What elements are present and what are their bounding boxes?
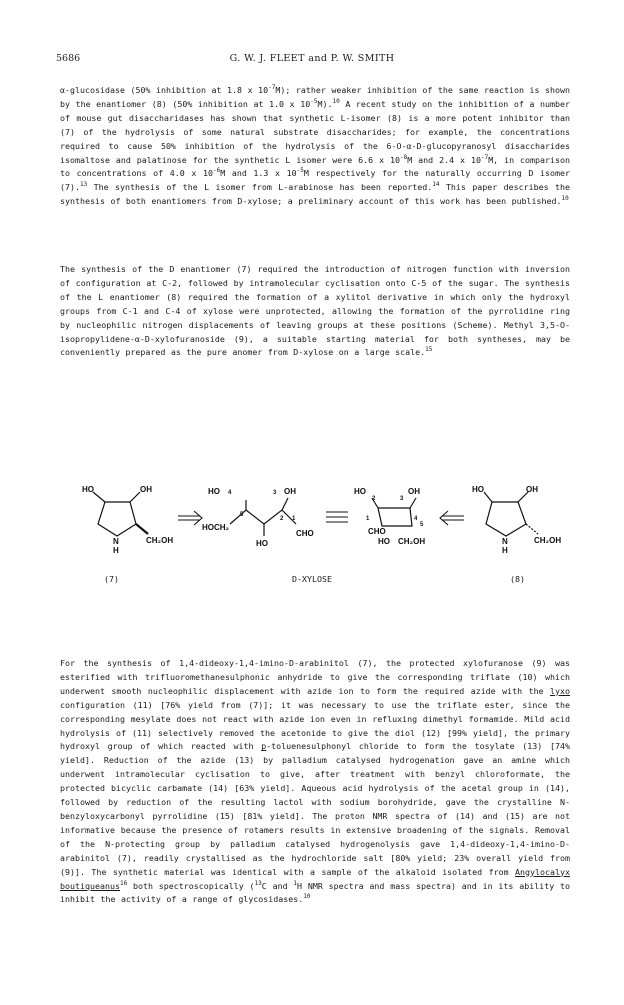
- p3-text: configuration (11) [76% yield from (7)]; it was necessary to use the triflate ester, since the corresponding mesylate does not react with azide ion even in refluxing dimethyl formamide. Mild acid hydrolysis of (11) selectively removed the acetonide to give the diol (12) [99% yield], the primary hydroxyl group of which reacted with: [60, 699, 570, 752]
- exponent: -8: [400, 153, 408, 161]
- running-head-authors: G. W. J. FLEET and P. W. SMITH: [229, 53, 395, 64]
- reference-marker: 16: [119, 879, 128, 887]
- xy-ho2: HO: [256, 539, 268, 548]
- p3-text: For the synthesis of 1,4-dideoxy-1,4-imino-D-arabinitol (7), the protected xylofuranose (9) was esterified with trifluoromethanesulphonic anhydride to give the corresponding triflate (10) which underwent smooth nucleophilic displacement with azide ion to form the required azide with the: [60, 658, 570, 696]
- xy-n5: 5: [240, 512, 244, 518]
- s7-ho: HO: [82, 485, 94, 494]
- xy-n3: 3: [273, 490, 277, 496]
- p1-text: M, in comparison to concentrations of 4.0 x 10: [60, 154, 570, 179]
- isotope-mass: 1: [293, 879, 298, 887]
- p3-text: -toluenesulphonyl chloride to form the tosylate (13) [74% yield]. Reduction of the azide (13) by palladium catalysed hydrogenation gave an amine which underwent intramolecular cyclisation to give, after treatment with benzyl chloroformate, the protected bicyclic carbamate (14) [63% yield]. Aqueous acid hydrolysis of the acetal group in (14), followed by reduction of the resulting lactol with sodium borohydride, gave the crystalline N-benzyloxycarbonyl pyrrolidine (15) [81% yield]. The proton NMR spectra of (14) and (15) are not informative because the presence of rotamers results in extensive broadening of the signals. Removal of the N-protecting group by palladium catalysed hydrogenolysis gave 1,4-dideoxy-1,4-imino-D-arabinitol (7), readily crystallised as the hydrochloride salt [80% yield; 23% overall yield from (9)]. The synthetic material was identical with a sample of the alkaloid isolated from: [60, 741, 570, 877]
- p1-text: M and 1.3 x 10: [220, 168, 297, 179]
- paragraph-1: [60, 84, 570, 209]
- xr-n4: 4: [414, 516, 418, 522]
- xr-ho2: HO: [378, 537, 390, 546]
- p3-text: C and: [261, 880, 294, 891]
- exponent: -7: [480, 153, 489, 161]
- p1-text: α-glucosidase (50% inhibition at 1.8 x 10: [60, 85, 269, 95]
- xr-cho: CHO: [368, 527, 386, 536]
- xr-n1: 1: [366, 516, 370, 522]
- xy-cho: CHO: [296, 529, 314, 538]
- exponent: -6: [212, 167, 221, 175]
- exponent: -5: [310, 97, 318, 105]
- retro-arrow-1: [178, 511, 202, 525]
- xy-oh: OH: [284, 487, 296, 496]
- s8-h: H: [502, 546, 508, 555]
- p1-text: M); rather weaker inhibition of the same reaction is shown by the enantiomer (8) (50% inhibition at 1.0 x 10: [60, 85, 571, 109]
- p2-text: The synthesis of the D enantiomer (7) required the introduction of nitrogen function with inversion of configuration at C-2, followed by intramolecular cyclisation onto C-5 of the sugar. The synthesis of the L enantiomer (8) required the formation of a xylitol derivative in which only the hydroxyl groups from C-1 and C-4 of xylose were unprotected, allowing the formation of the pyrrolidine ring by nucleophilic nitrogen displacements of leaving groups at these positions (Scheme). Methyl 3,5-O-isopropylidene-α-D-xylofuranoside (9), a suitable starting material for both syntheses, may be conveniently prepared as the pure anomer from D-xylose on a large scale.: [60, 264, 570, 358]
- xr-n3: 3: [400, 496, 404, 502]
- para-prefix: p: [261, 741, 267, 752]
- exponent: -5: [296, 167, 304, 175]
- reference-marker: 10: [561, 195, 569, 203]
- species-name: Angylocalyx boutiqueanus: [60, 866, 570, 891]
- reference-marker: 10: [332, 97, 340, 105]
- equivalence-sign: [326, 512, 348, 522]
- lyxo-term: lyxo: [550, 685, 570, 696]
- exponent: -7: [268, 84, 276, 91]
- xy-ho: HO: [208, 487, 220, 496]
- xy-n1: 1: [292, 516, 296, 522]
- s7-n: N: [113, 537, 119, 546]
- label-compound-8: (8): [510, 574, 525, 584]
- paragraph-2: [60, 263, 570, 360]
- p1-text: M).: [317, 98, 333, 109]
- p1-text: M and 2.4 x 10: [407, 154, 481, 165]
- p3-text: H NMR spectra and mass spectra) and in its ability to inhibit the activity of a range of glycosidases.: [60, 880, 570, 905]
- reference-marker: 10: [303, 893, 311, 901]
- xy-n4: 4: [228, 490, 232, 496]
- p1-text: The synthesis of the L isomer from L-arabinose has been reported.: [87, 182, 433, 193]
- label-d-xylose: D-XYLOSE: [292, 574, 332, 584]
- paragraph-3: [60, 657, 570, 907]
- isotope-mass: 13: [254, 879, 262, 887]
- p3-text: both spectroscopically (: [127, 880, 255, 891]
- page-number: 5686: [56, 53, 81, 64]
- s8-n: N: [502, 537, 508, 546]
- xy-n2: 2: [280, 516, 284, 522]
- reference-marker: 14: [432, 181, 440, 189]
- xy-hoch2: HOCH₂: [202, 523, 230, 532]
- retro-arrow-2: [440, 511, 464, 525]
- p1-text: M respectively for the naturally occurring D isomer (7).: [60, 168, 571, 193]
- structure-7: [93, 492, 148, 536]
- structure-8: [484, 492, 538, 536]
- xr-n2: 2: [372, 496, 376, 502]
- xr-oh: OH: [408, 487, 420, 496]
- reference-marker: 15: [425, 346, 433, 354]
- reference-marker: 13: [79, 181, 88, 189]
- xylose-rotated: [372, 498, 416, 526]
- s7-oh: OH: [140, 485, 152, 494]
- xr-n5: 5: [420, 522, 424, 528]
- xr-ho: HO: [354, 487, 366, 496]
- p1-text: This paper describes the synthesis of both enantiomers from D-xylose; a preliminary account of this work has been published.: [60, 182, 570, 207]
- s8-ch2oh: CH₂OH: [534, 536, 562, 545]
- p1-text: A recent study on the inhibition of a number of mouse gut disaccharidases has shown that synthetic L-isomer (8) is a more potent inhibitor than (7) of the hydrolysis of some natural substrate disaccharides; for example, the concentrations required to cause 50% inhibition of the hydrolysis of the 6-O-α-D-glucopyranosyl disaccharides isomaltose and palatinose for the synthetic L isomer were 6.6 x 10: [60, 98, 570, 165]
- s7-ch2oh: CH₂OH: [146, 536, 174, 545]
- xr-ch2oh: CH₂OH: [398, 537, 426, 546]
- s8-oh: OH: [526, 485, 538, 494]
- s7-h: H: [113, 546, 119, 555]
- running-header: [0, 53, 624, 67]
- label-compound-7: (7): [104, 574, 119, 584]
- s8-ho: HO: [472, 485, 484, 494]
